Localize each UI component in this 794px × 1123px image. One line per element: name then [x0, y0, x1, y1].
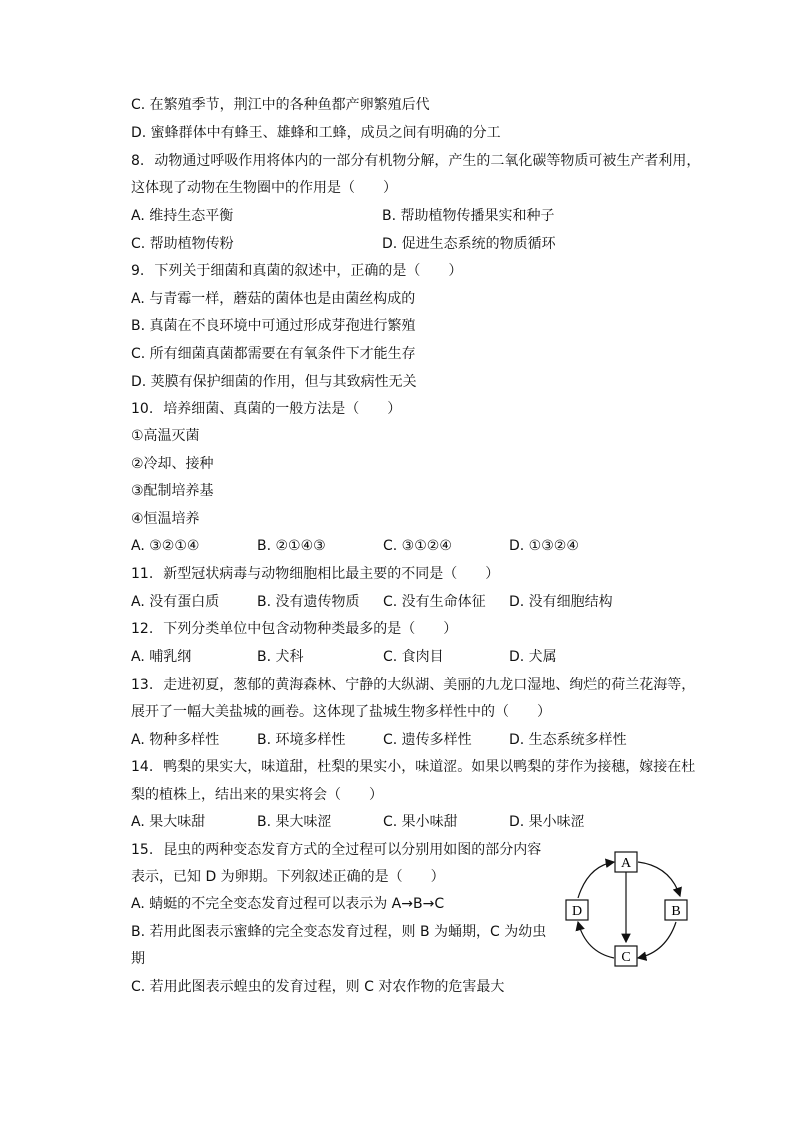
node-b-label: B [671, 904, 681, 919]
q13-number: 13. [131, 677, 154, 693]
q9-option-b: B. 真菌在不良环境中可通过形成芽孢进行繁殖 [131, 318, 416, 334]
q13-options [131, 730, 691, 750]
q14-stem-line1 [131, 757, 695, 777]
q13-stem-line1 [131, 675, 695, 695]
q8-stem-line2: 这体现了动物在生物圈中的作用是（ ） [131, 180, 397, 196]
q10-step-2: ②冷却、接种 [131, 456, 214, 472]
q11-stem [131, 564, 499, 584]
q9-option-c: C. 所有细菌真菌都需要在有氧条件下才能生存 [131, 346, 416, 362]
q11-option-c: C. 没有生命体征 [383, 594, 486, 610]
q12-stem [131, 619, 457, 639]
q14-option-b: B. 果大味涩 [257, 814, 332, 830]
q10-number: 10. [131, 401, 154, 417]
q10-option-c: C. ③①②④ [383, 538, 452, 554]
node-c-label: C [621, 950, 631, 965]
q8-stem-line1 [131, 151, 700, 171]
q12-stem-text: 下列分类单位中包含动物种类最多的是（ ） [163, 621, 458, 637]
q15-stem-line1 [131, 840, 541, 860]
q13-option-a: A. 物种多样性 [131, 732, 220, 748]
arrow-c-to-d [578, 922, 614, 958]
q10-step-1: ①高温灭菌 [131, 428, 200, 444]
q10-step-3: ③配制培养基 [131, 483, 214, 499]
q15-option-b-line2: 期 [131, 951, 145, 967]
node-c [615, 946, 637, 966]
node-b [665, 900, 687, 920]
q8-number: 8. [131, 153, 145, 169]
q11-option-d: D. 没有细胞结构 [509, 594, 613, 610]
q12-options [131, 647, 691, 667]
node-a [615, 852, 637, 872]
node-d-label: D [571, 904, 583, 919]
q11-number: 11. [131, 566, 154, 582]
q14-option-c: C. 果小味甜 [383, 814, 458, 830]
q14-options [131, 812, 691, 832]
q12-option-c: C. 食肉目 [383, 649, 444, 665]
q15-number: 15. [131, 842, 154, 858]
q10-stem [131, 399, 401, 419]
q13-stem-text1: 走进初夏，葱郁的黄海森林、宁静的大纵湖、美丽的九龙口湿地、绚烂的荷兰花海等， [163, 677, 696, 693]
q9-number: 9. [131, 263, 145, 279]
q8-stem-text1: 动物通过呼吸作用将体内的一部分有机物分解，产生的二氧化碳等物质可被生产者利用， [154, 153, 701, 169]
q8-option-c: C. 帮助植物传粉 [131, 236, 234, 252]
arrow-a-to-b [638, 862, 680, 896]
q13-option-b: B. 环境多样性 [257, 732, 346, 748]
q13-option-d: D. 生态系统多样性 [509, 732, 627, 748]
q12-number: 12. [131, 621, 154, 637]
q15-stem-text1: 昆虫的两种变态发育方式的全过程可以分别用如图的部分内容 [163, 842, 542, 858]
q12-option-a: A. 哺乳纲 [131, 649, 192, 665]
q12-option-d: D. 犬属 [509, 649, 557, 665]
q14-stem-line2: 梨的植株上，结出来的果实将会（ ） [131, 787, 383, 803]
q9-stem-text: 下列关于细菌和真菌的叙述中，正确的是（ ） [154, 263, 463, 279]
q9-stem [131, 261, 462, 281]
arrow-b-to-c [638, 922, 676, 958]
insect-cycle-diagram [558, 848, 708, 970]
q11-option-b: B. 没有遗传物质 [257, 594, 360, 610]
q13-stem-line2: 展开了一幅大美盐城的画卷。这体现了盐城生物多样性中的（ ） [131, 704, 551, 720]
q8-option-b: B. 帮助植物传播果实和种子 [382, 208, 555, 224]
q10-option-d: D. ①③②④ [509, 538, 579, 554]
q11-option-a: A. 没有蛋白质 [131, 594, 220, 610]
q15-option-c: C. 若用此图表示蝗虫的发育过程，则 C 对农作物的危害最大 [131, 979, 505, 995]
q14-option-a: A. 果大味甜 [131, 814, 206, 830]
q9-option-a: A. 与青霉一样，蘑菇的菌体也是由菌丝构成的 [131, 291, 416, 307]
node-d [566, 900, 588, 920]
q14-number: 14. [131, 759, 154, 775]
q15-option-b-line1: B. 若用此图表示蜜蜂的完全变态发育过程，则 B 为蛹期，C 为幼虫 [131, 924, 547, 940]
q15-stem-line2: 表示，已知 D 为卵期。下列叙述正确的是（ ） [131, 869, 445, 885]
q10-option-b: B. ②①④③ [257, 538, 326, 554]
q7-option-c: C. 在繁殖季节，荆江中的各种鱼都产卵繁殖后代 [131, 97, 430, 113]
q10-options [131, 536, 691, 556]
q8-option-d: D. 促进生态系统的物质循环 [382, 236, 556, 252]
q8-option-a: A. 维持生态平衡 [131, 208, 234, 224]
q13-option-c: C. 遗传多样性 [383, 732, 472, 748]
q10-stem-text: 培养细菌、真菌的一般方法是（ ） [163, 401, 402, 417]
q9-option-d: D. 荚膜有保护细菌的作用，但与其致病性无关 [131, 374, 417, 390]
q12-option-b: B. 犬科 [257, 649, 304, 665]
q14-stem-text1: 鸭梨的果实大，味道甜，杜梨的果实小，味道涩。如果以鸭梨的芽作为接穗，嫁接在杜 [163, 759, 696, 775]
q11-stem-text: 新型冠状病毒与动物细胞相比最主要的不同是（ ） [163, 566, 500, 582]
q15-option-a: A. 蜻蜓的不完全变态发育过程可以表示为 A→B→C [131, 896, 445, 912]
q10-step-4: ④恒温培养 [131, 511, 200, 527]
arrow-d-to-a [578, 862, 614, 898]
q11-options [131, 592, 691, 612]
q10-option-a: A. ③②①④ [131, 538, 200, 554]
q14-option-d: D. 果小味涩 [509, 814, 585, 830]
node-a-label: A [620, 856, 632, 871]
q7-option-d: D. 蜜蜂群体中有蜂王、雄蜂和工蜂，成员之间有明确的分工 [131, 125, 501, 141]
